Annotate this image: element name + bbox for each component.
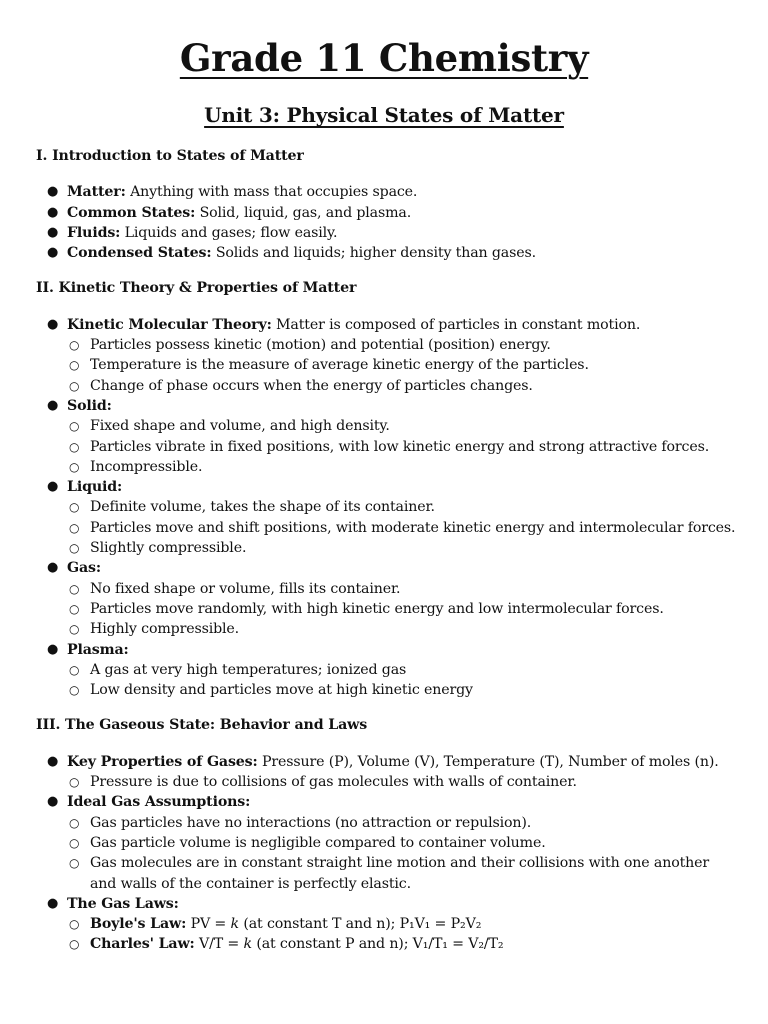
circle-bullet-icon: ○: [69, 338, 80, 353]
term-label: Gas:: [67, 560, 101, 577]
sub-item-text: Highly compressible.: [90, 621, 240, 638]
document-content: [36, 146, 736, 955]
term-label: Plasma:: [67, 641, 129, 658]
law-name: Boyle's Law:: [90, 916, 187, 933]
sub-list: [67, 660, 736, 701]
section-heading-kinetic: II. Kinetic Theory & Properties of Matter: [36, 280, 357, 297]
circle-bullet-icon: ○: [69, 662, 80, 677]
bullet-icon: ●: [47, 184, 59, 200]
term-label: Key Properties of Gases:: [67, 753, 258, 770]
circle-bullet-icon: ○: [69, 520, 80, 535]
circle-bullet-icon: ○: [69, 581, 80, 596]
sub-list-item: [67, 538, 736, 558]
document-title: Grade 11 Chemistry: [179, 36, 589, 80]
list-item: [36, 894, 736, 955]
sub-item-text: Change of phase occurs when the energy of particles changes.: [90, 377, 533, 394]
sub-list-item: [67, 437, 736, 457]
circle-bullet-icon: ○: [69, 835, 80, 850]
document-subtitle: Unit 3: Physical States of Matter: [204, 103, 564, 127]
sub-item-text: No fixed shape or volume, fills its container.: [90, 580, 401, 597]
term-label: Condensed States:: [67, 245, 212, 262]
sub-list-item: [67, 376, 736, 396]
circle-bullet-icon: ○: [69, 358, 80, 373]
list-item: [36, 752, 736, 793]
term-label: Liquid:: [67, 479, 123, 496]
circle-bullet-icon: ○: [69, 937, 80, 952]
sub-item-text: Slightly compressible.: [90, 540, 247, 557]
sub-list: [67, 914, 736, 955]
section-heading-intro: I. Introduction to States of Matter: [36, 148, 304, 164]
list-item: [36, 792, 736, 893]
term-description: Liquids and gases; flow easily.: [120, 224, 338, 241]
term-label: Fluids:: [67, 224, 121, 241]
sub-list-item: [67, 416, 736, 436]
list-item: [36, 396, 736, 477]
list-item: [36, 315, 736, 396]
circle-bullet-icon: ○: [69, 500, 80, 515]
circle-bullet-icon: ○: [69, 601, 80, 616]
sub-list-item: [67, 335, 736, 355]
sub-list-item: [67, 680, 736, 700]
bullet-icon: ●: [47, 794, 59, 810]
bullet-icon: ●: [47, 204, 59, 220]
term-label: Matter:: [67, 184, 126, 201]
term-description: Matter is composed of particles in constant motion.: [271, 316, 641, 333]
list-item: [36, 558, 736, 639]
bullet-icon: ●: [47, 245, 59, 261]
sub-list-item: [67, 497, 736, 517]
section-list-gaseous: [36, 752, 736, 955]
sub-item-text: Gas molecules are in constant straight line motion and their collisions with one another and walls of the container is perfectly elastic.: [90, 855, 710, 892]
sub-item-text: Particles possess kinetic (motion) and potential (position) energy.: [90, 337, 551, 354]
law-name: Charles' Law:: [90, 936, 195, 953]
section-list-kinetic: [36, 315, 736, 701]
law-formula-pre: V/T =: [194, 936, 244, 953]
circle-bullet-icon: ○: [69, 622, 80, 637]
term-description: Solids and liquids; higher density than gases.: [211, 245, 536, 262]
circle-bullet-icon: ○: [69, 917, 80, 932]
term-label: Solid:: [67, 397, 112, 414]
bullet-icon: ●: [47, 397, 59, 413]
bullet-icon: ●: [47, 641, 59, 657]
sub-list-item: [67, 934, 736, 954]
section-list-intro: [36, 182, 736, 263]
term-label: Kinetic Molecular Theory:: [67, 316, 272, 333]
law-formula-pre: PV =: [186, 916, 231, 933]
sub-item-text: Temperature is the measure of average kinetic energy of the particles.: [90, 357, 589, 374]
law-constant: k: [230, 916, 239, 933]
sub-list: [67, 335, 736, 396]
term-label: Ideal Gas Assumptions:: [67, 794, 251, 811]
sub-list-item: [67, 813, 736, 833]
sub-list: [67, 579, 736, 640]
list-item: [36, 477, 736, 558]
law-constant: k: [243, 936, 252, 953]
term-label: The Gas Laws:: [67, 895, 179, 912]
sub-item-text: A gas at very high temperatures; ionized gas: [90, 661, 407, 678]
circle-bullet-icon: ○: [69, 419, 80, 434]
circle-bullet-icon: ○: [69, 856, 80, 871]
sub-list-item: [67, 457, 736, 477]
sub-item-text: Gas particles have no interactions (no attraction or repulsion).: [90, 814, 532, 831]
term-description: Solid, liquid, gas, and plasma.: [195, 204, 412, 221]
circle-bullet-icon: ○: [69, 683, 80, 698]
bullet-icon: ●: [47, 560, 59, 576]
sub-item-text: Gas particle volume is negligible compared to container volume.: [90, 834, 546, 851]
circle-bullet-icon: ○: [69, 541, 80, 556]
sub-list: [67, 416, 736, 477]
sub-list: [67, 772, 736, 792]
sub-list-item: [67, 772, 736, 792]
sub-list: [67, 813, 736, 894]
bullet-icon: ●: [47, 753, 59, 769]
sub-item-text: Definite volume, takes the shape of its container.: [90, 499, 435, 516]
law-formula-post: (at constant P and n); V₁/T₁ = V₂/T₂: [251, 936, 504, 953]
circle-bullet-icon: ○: [69, 378, 80, 393]
circle-bullet-icon: ○: [69, 459, 80, 474]
bullet-icon: ●: [47, 895, 59, 911]
sub-list-item: [67, 660, 736, 680]
sub-item-text: Particles move randomly, with high kinetic energy and low intermolecular forces.: [90, 600, 664, 617]
term-label: Common States:: [67, 204, 196, 221]
bullet-icon: ●: [47, 316, 59, 332]
circle-bullet-icon: ○: [69, 815, 80, 830]
circle-bullet-icon: ○: [69, 439, 80, 454]
sub-item-text: Pressure is due to collisions of gas molecules with walls of container.: [90, 774, 577, 791]
term-description: Pressure (P), Volume (V), Temperature (T), Number of moles (n).: [257, 753, 719, 770]
sub-list: [67, 497, 736, 558]
bullet-icon: ●: [47, 479, 59, 495]
sub-item-text: Particles move and shift positions, with moderate kinetic energy and intermolecular forces.: [90, 519, 736, 536]
term-description: Anything with mass that occupies space.: [125, 184, 418, 201]
list-item: [36, 640, 736, 701]
sub-list-item: [67, 355, 736, 375]
sub-list-item: [67, 579, 736, 599]
sub-list-item: [67, 518, 736, 538]
sub-list-item: [67, 619, 736, 639]
sub-item-text: Particles vibrate in fixed positions, with low kinetic energy and strong attractive forces.: [90, 438, 710, 455]
sub-list-item: [67, 853, 736, 894]
sub-list-item: [67, 599, 736, 619]
sub-list-item: [67, 914, 736, 934]
list-item: [36, 243, 736, 263]
sub-list-item: [67, 833, 736, 853]
list-item: [36, 182, 736, 202]
law-formula-post: (at constant T and n); P₁V₁ = P₂V₂: [238, 916, 482, 933]
circle-bullet-icon: ○: [69, 775, 80, 790]
list-item: [36, 223, 736, 243]
bullet-icon: ●: [47, 224, 59, 240]
sub-item-text: Fixed shape and volume, and high density.: [90, 418, 390, 435]
sub-item-text: Incompressible.: [90, 458, 203, 475]
list-item: [36, 203, 736, 223]
sub-item-text: Low density and particles move at high kinetic energy: [90, 682, 473, 699]
section-heading-gaseous: III. The Gaseous State: Behavior and Laws: [36, 717, 368, 734]
